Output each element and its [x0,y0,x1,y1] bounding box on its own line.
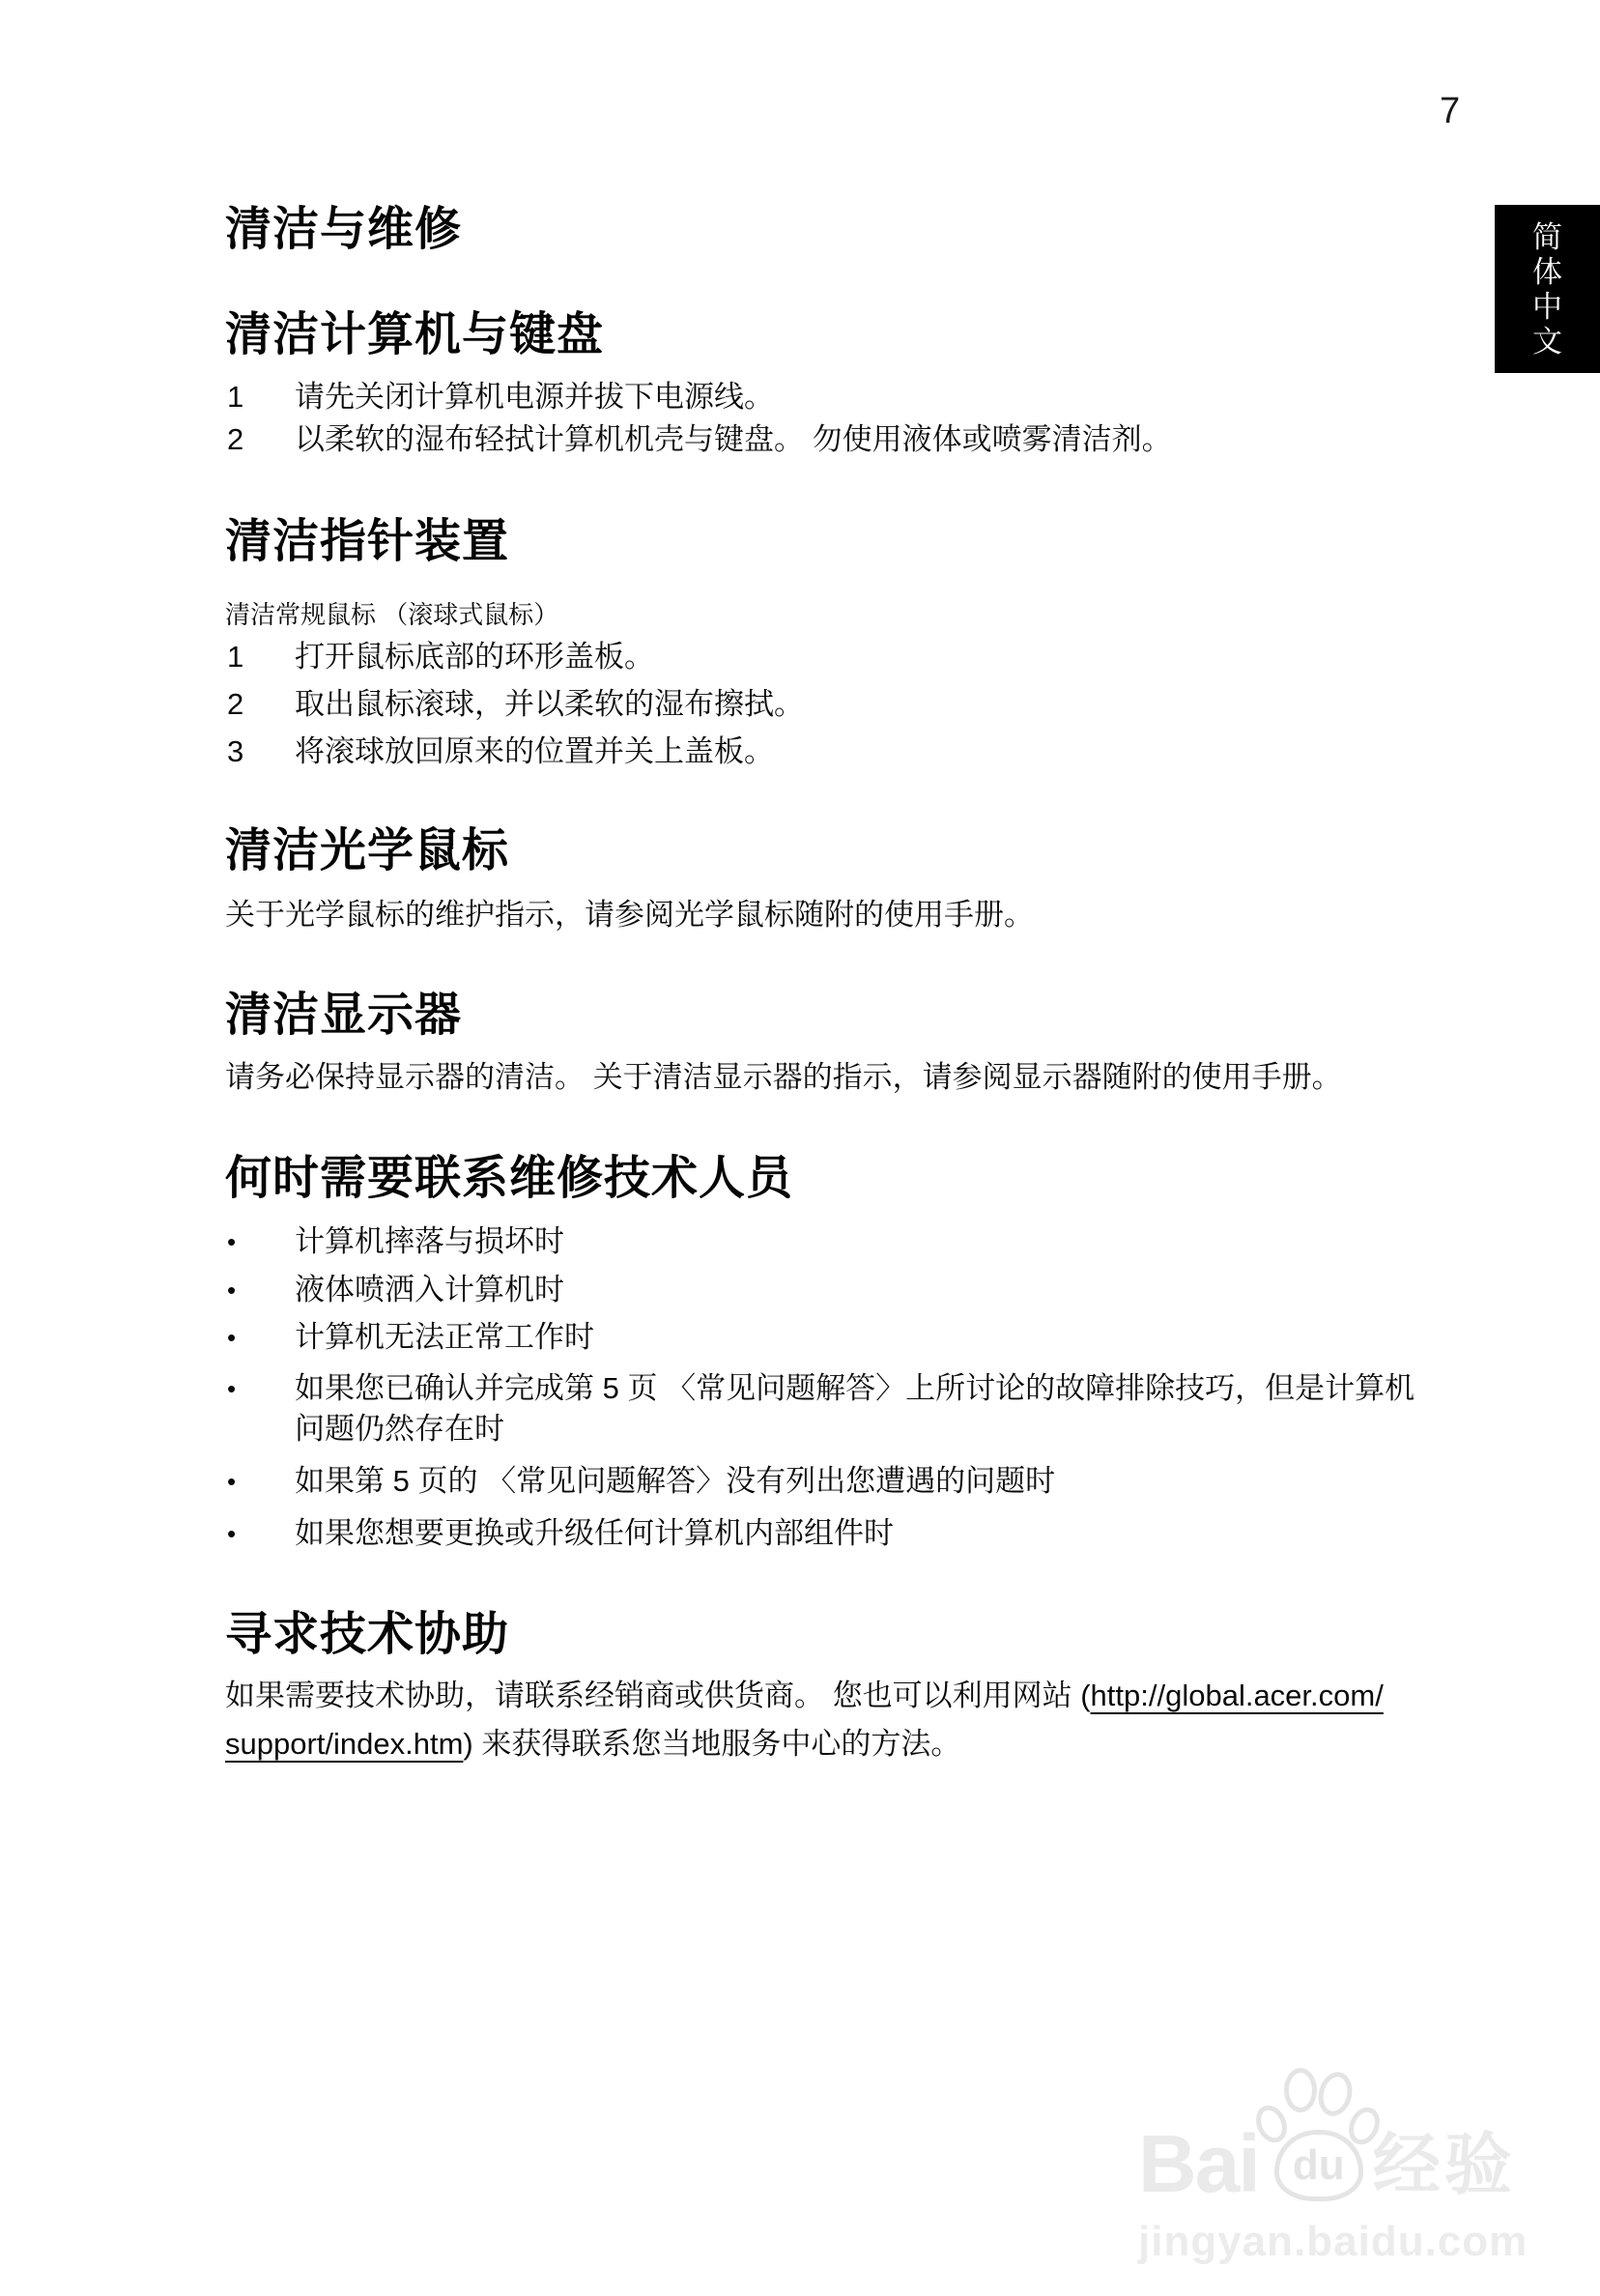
bullet-marker: • [227,1519,237,1548]
item-text: 请先关闭计算机电源并拔下电源线。 [295,380,774,414]
numbered-item [227,686,804,724]
watermark-site-url: jingyan.baidu.com [1138,2218,1529,2265]
item-number: 1 [227,380,244,414]
heading-seek-technical-assistance: 寻求技术协助 [225,1609,510,1660]
language-tab-simplified-chinese [1495,205,1600,373]
language-tab-char: 中 [1532,289,1562,324]
item-text: 以柔软的湿布轻拭计算机机壳与键盘。 勿使用液体或喷雾清洁剂。 [295,422,1172,456]
paragraph-text: 如果需要技术协助，请联系经销商或供货商。 您也可以利用网站 ( [225,1679,1091,1712]
item-text: 打开鼠标底部的环形盖板。 [295,640,654,674]
bullet-marker: • [227,1467,237,1496]
bullet-text-continued: 问题仍然存在时 [295,1412,504,1446]
page-number: 7 [1440,91,1461,131]
bullet-text: 如果您想要更换或升级任何计算机内部组件时 [295,1516,894,1550]
item-number: 3 [227,734,244,768]
bullet-text: 液体喷洒入计算机时 [295,1273,564,1306]
bullet-marker: • [227,1276,237,1305]
bullet-marker: • [227,1374,237,1403]
page-title: 清洁与维修 [225,204,463,255]
bullet-text: 计算机摔落与损坏时 [295,1224,564,1258]
paragraph-text: ) 来获得联系您当地服务中心的方法。 [463,1727,961,1761]
watermark-brand-cn: 经验 [1372,2127,1516,2202]
subheading-clean-ball-mouse: 清洁常规鼠标 （滚球式鼠标） [225,600,559,629]
bullet-item [227,1370,1414,1408]
paragraph-line [225,1726,960,1764]
paragraph: 请务必保持显示器的清洁。 关于清洁显示器的指示，请参阅显示器随附的使用手册。 [225,1060,1342,1094]
bullet-item [227,1223,564,1261]
heading-clean-computer-keyboard: 清洁计算机与键盘 [225,309,605,360]
bullet-marker: • [227,1323,237,1352]
bullet-item [227,1319,594,1357]
bullet-text: 如果第 5 页的 〈常见问题解答〉没有列出您遭遇的问题时 [295,1464,1056,1498]
paragraph: 关于光学鼠标的维护指示，请参阅光学鼠标随附的使用手册。 [225,898,1034,932]
bullet-item [227,1463,1055,1501]
paw-toe [1250,2101,1293,2148]
bullet-item [227,1515,894,1553]
acer-support-url-part1[interactable]: http://global.acer.com/ [1090,1679,1384,1712]
numbered-item [227,379,774,416]
baidu-paw-icon [1257,2060,1375,2205]
paw-pad [1274,2130,1363,2201]
item-number: 1 [227,640,244,674]
numbered-item [227,733,774,771]
language-tab-char: 简 [1532,219,1562,254]
item-text: 取出鼠标滚球，并以柔软的湿布擦拭。 [295,687,804,721]
watermark-brand [1138,2054,1528,2209]
paragraph-line [225,1678,1384,1715]
item-number: 2 [227,687,244,721]
numbered-item [227,421,1172,459]
item-text: 将滚球放回原来的位置并关上盖板。 [295,734,774,768]
paw-toe [1314,2069,1357,2120]
bullet-text: 如果您已确认并完成第 5 页 〈常见问题解答〉上所讨论的故障排除技巧，但是计算机 [295,1371,1415,1405]
bullet-text: 计算机无法正常工作时 [295,1320,594,1354]
baidu-jingyan-watermark [1138,2054,1528,2268]
language-tab-char: 文 [1532,324,1562,359]
language-tab-char: 体 [1532,254,1562,289]
heading-clean-display: 清洁显示器 [225,990,463,1041]
heading-clean-pointing-device: 清洁指针装置 [225,516,510,567]
heading-clean-optical-mouse: 清洁光学鼠标 [225,825,510,876]
acer-support-url-part2[interactable]: support/index.htm [225,1727,464,1761]
heading-when-to-contact-service: 何时需要联系维修技术人员 [225,1153,794,1204]
paw-toe [1284,2068,1317,2112]
bullet-item [227,1272,564,1309]
item-number: 2 [227,422,244,456]
numbered-item [227,639,654,676]
watermark-brand-du: du [1292,2141,1345,2189]
bullet-marker: • [227,1227,237,1256]
watermark-brand-bai: Bai [1138,2118,1259,2209]
